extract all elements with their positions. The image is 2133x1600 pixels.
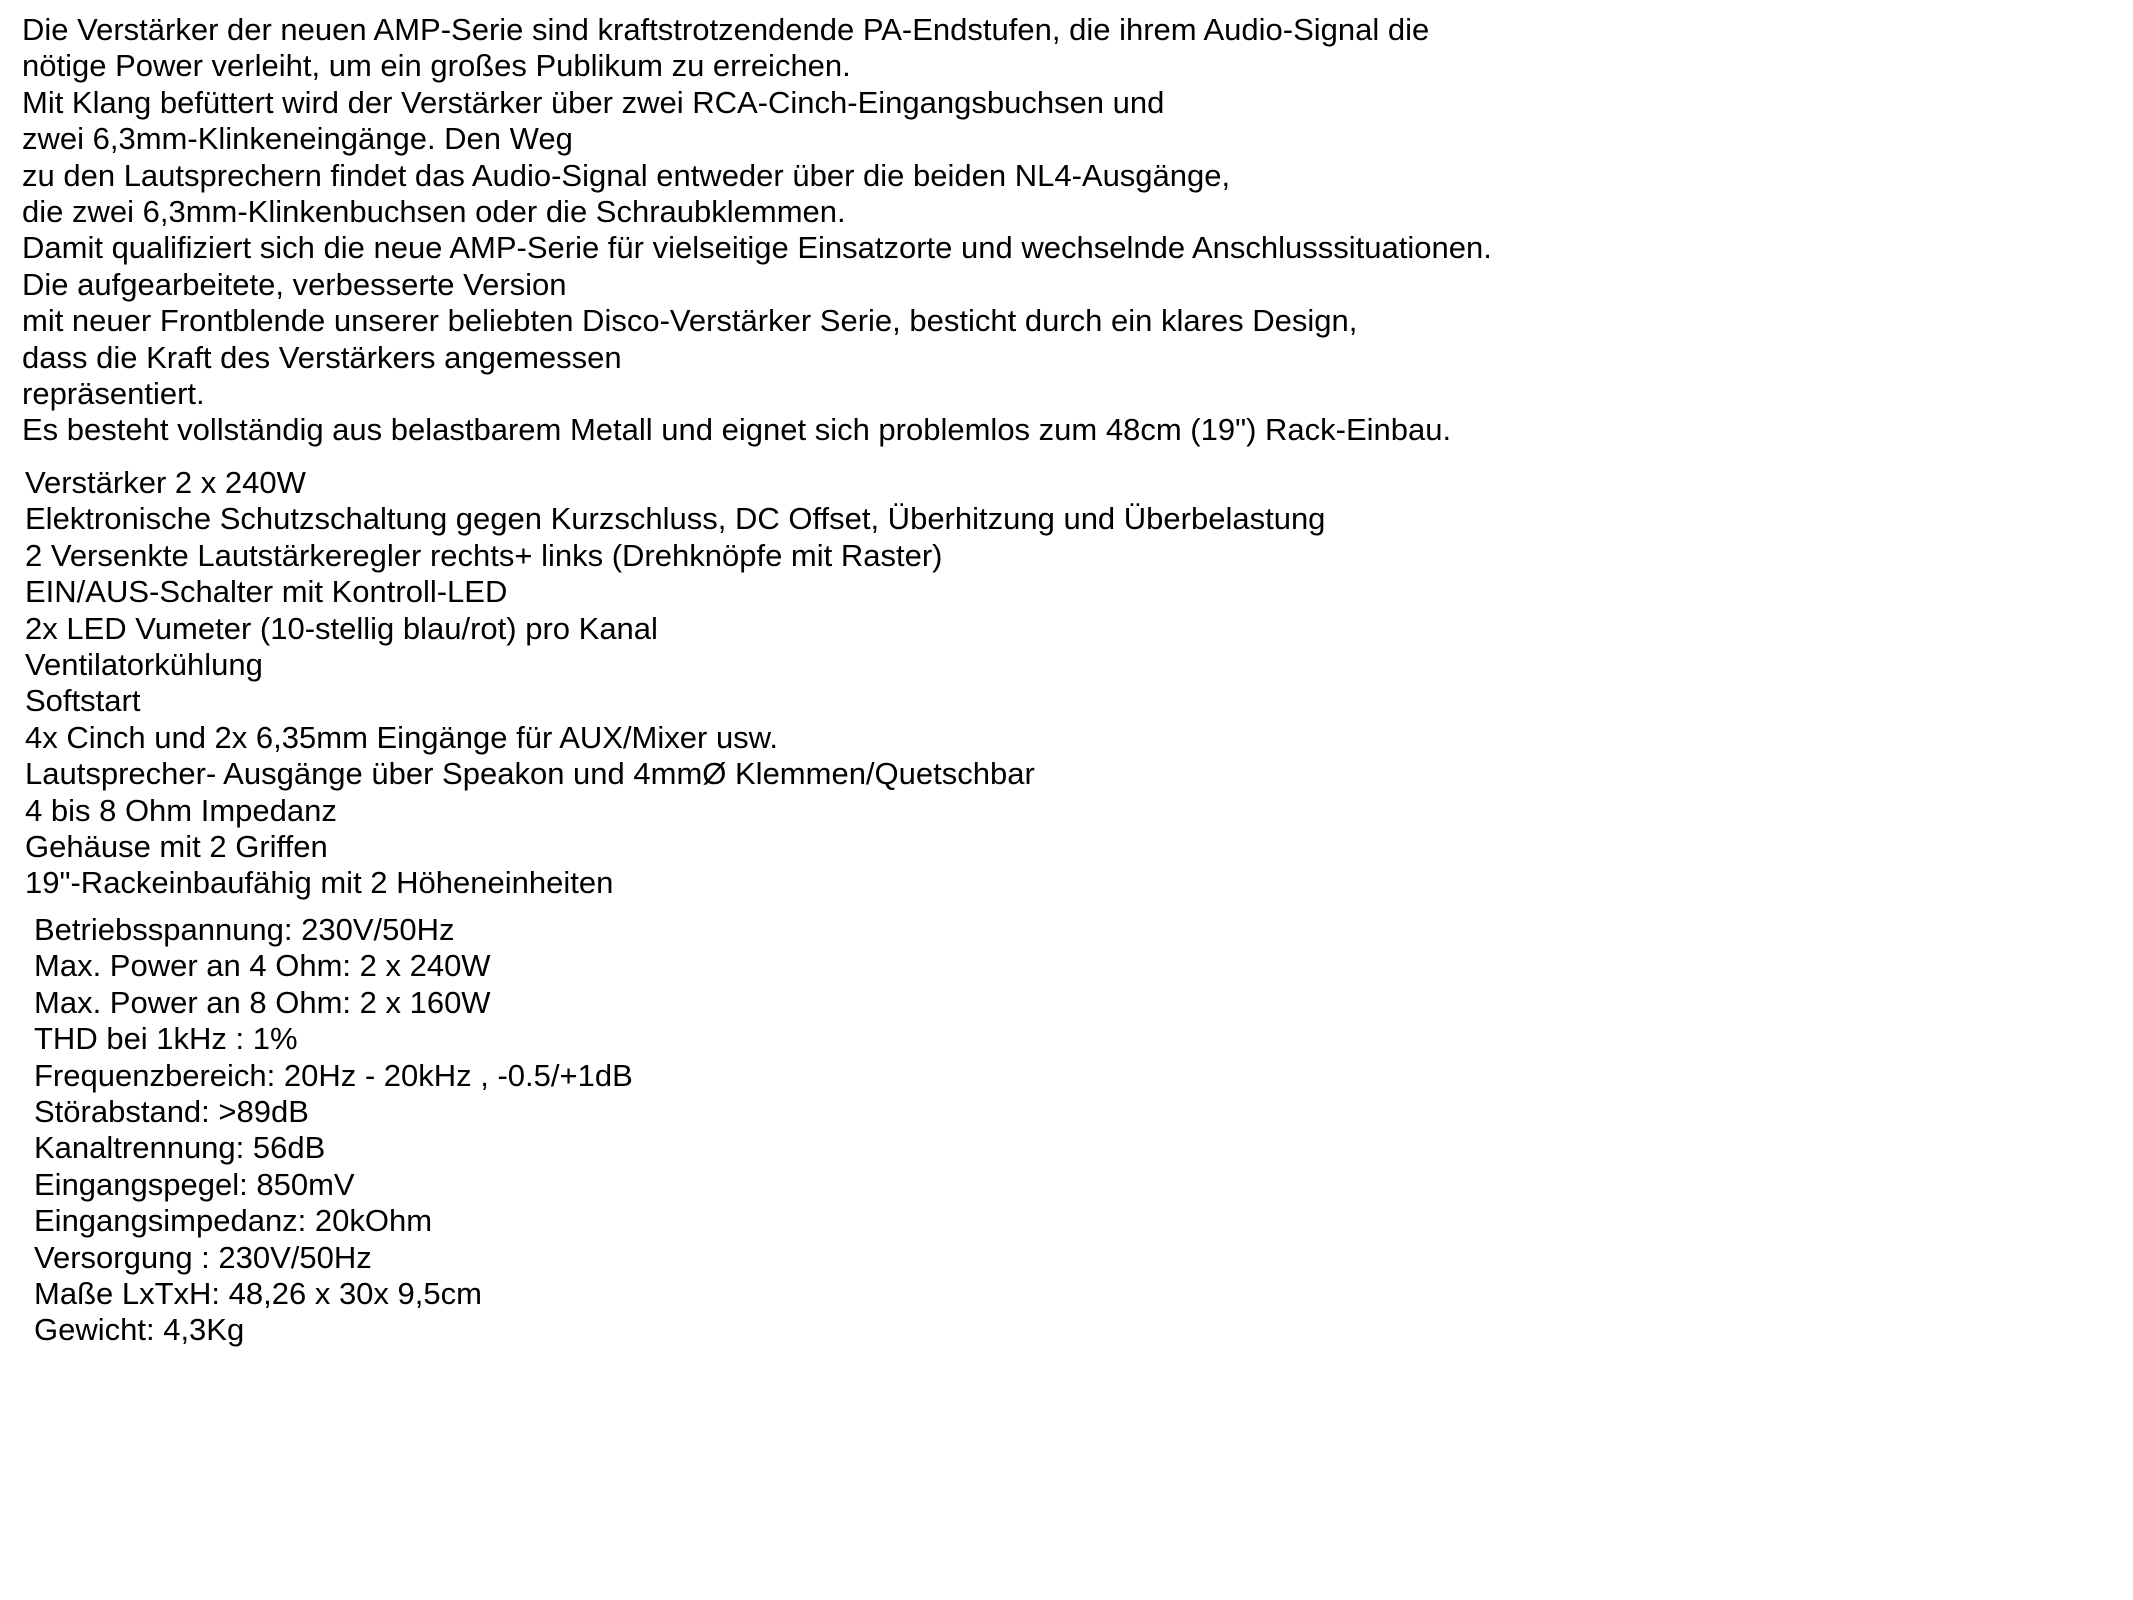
feature-item: Softstart <box>25 683 141 719</box>
feature-item: 4x Cinch und 2x 6,35mm Eingänge für AUX/Mixer usw. <box>25 719 778 755</box>
intro-line: zu den Lautsprechern findet das Audio-Signal entweder über die beiden NL4-Ausgänge, <box>22 157 1231 193</box>
intro-line: nötige Power verleiht, um ein großes Publikum zu erreichen. <box>22 48 851 84</box>
intro-line: repräsentiert. <box>22 375 205 411</box>
spec-item: Maße LxTxH: 48,26 x 30x 9,5cm <box>34 1275 482 1311</box>
feature-item: Elektronische Schutzschaltung gegen Kurzschluss, DC Offset, Überhitzung und Überbelastung <box>25 501 1326 537</box>
intro-line: dass die Kraft des Verstärkers angemessen <box>22 339 622 375</box>
spec-item: Gewicht: 4,3Kg <box>34 1312 245 1348</box>
spec-item: Kanaltrennung: 56dB <box>34 1130 326 1166</box>
feature-item: Gehäuse mit 2 Griffen <box>25 828 328 864</box>
feature-item: Lautsprecher- Ausgänge über Speakon und 4mmØ Klemmen/Quetschbar <box>25 756 1035 792</box>
spec-item: Störabstand: >89dB <box>34 1093 309 1129</box>
intro-line: mit neuer Frontblende unserer beliebten Disco-Verstärker Serie, besticht durch ein klares Design, <box>22 303 1358 339</box>
intro-line: Es besteht vollständig aus belastbarem Metall und eignet sich problemlos zum 48cm (19") Rack-Einbau. <box>22 412 1452 448</box>
spec-item: THD bei 1kHz : 1% <box>34 1021 298 1057</box>
feature-item: Ventilatorkühlung <box>25 646 263 682</box>
intro-line: zwei 6,3mm-Klinkeneingänge. Den Weg <box>22 121 573 157</box>
spec-item: Max. Power an 4 Ohm: 2 x 240W <box>34 948 491 984</box>
intro-line: die zwei 6,3mm-Klinkenbuchsen oder die Schraubklemmen. <box>22 193 846 229</box>
intro-line: Mit Klang befüttert wird der Verstärker über zwei RCA-Cinch-Eingangsbuchsen und <box>22 84 1165 120</box>
spec-item: Versorgung : 230V/50Hz <box>34 1239 372 1275</box>
spec-item: Max. Power an 8 Ohm: 2 x 160W <box>34 984 491 1020</box>
spec-item: Frequenzbereich: 20Hz - 20kHz , -0.5/+1dB <box>34 1057 633 1093</box>
intro-paragraph <box>22 12 1492 449</box>
intro-line: Die aufgearbeitete, verbesserte Version <box>22 266 567 302</box>
spec-list <box>34 912 633 1349</box>
feature-item: 19"-Rackeinbaufähig mit 2 Höheneinheiten <box>25 865 614 901</box>
feature-item: 4 bis 8 Ohm Impedanz <box>25 792 337 828</box>
spec-item: Eingangsimpedanz: 20kOhm <box>34 1203 433 1239</box>
spec-item: Eingangspegel: 850mV <box>34 1166 355 1202</box>
feature-item: EIN/AUS-Schalter mit Kontroll-LED <box>25 574 508 610</box>
feature-item: Verstärker 2 x 240W <box>25 465 306 500</box>
intro-line: Damit qualifiziert sich die neue AMP-Serie für vielseitige Einsatzorte und wechselnde Anschlusssituationen. <box>22 230 1492 266</box>
feature-list <box>25 465 1325 902</box>
feature-item: 2 Versenkte Lautstärkeregler rechts+ links (Drehknöpfe mit Raster) <box>25 537 943 573</box>
spec-item: Betriebsspannung: 230V/50Hz <box>34 912 455 947</box>
intro-line: Die Verstärker der neuen AMP-Serie sind kraftstrotzendende PA-Endstufen, die ihrem Audio-Signal die <box>22 12 1430 47</box>
feature-item: 2x LED Vumeter (10-stellig blau/rot) pro Kanal <box>25 610 658 646</box>
